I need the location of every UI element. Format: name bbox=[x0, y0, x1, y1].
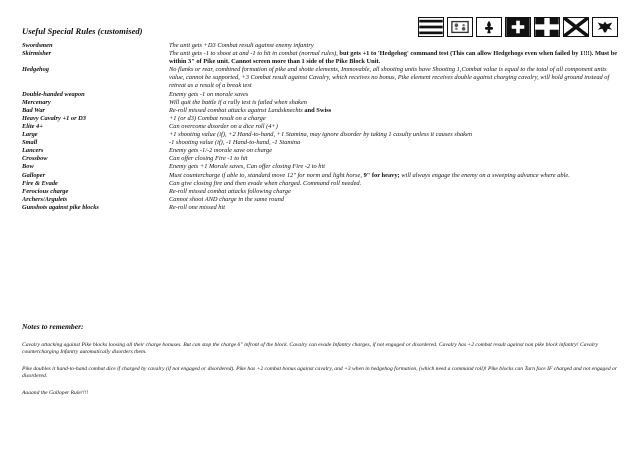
rule-name: Mercenary bbox=[22, 98, 51, 106]
eagle-banner-icon bbox=[592, 17, 618, 37]
rule-row bbox=[22, 147, 622, 155]
note-paragraph: Pike doubles it hand-to-hand combat dice if charged by cavalry (if not engaged or disordered). Pike has +2 combat bonus against cavalry, and +3 when in hedgehog formation, (which need a command roll)! Pike blocks can Turn face IF charged and not engaged or disordered. bbox=[22, 365, 617, 380]
rule-name: Ferocious charge bbox=[22, 187, 69, 195]
rule-description: The unit gets +D3 Combat result against enemy infantry bbox=[169, 42, 314, 49]
rule-name: Fire & Evade bbox=[22, 179, 58, 187]
cross-banner-icon bbox=[505, 17, 531, 37]
rule-row bbox=[22, 172, 622, 180]
rule-description: Will quit the battle if a rally test is failed when shaken bbox=[169, 98, 307, 106]
rule-description: No flanks or rear, combined formation of pike and shotte elements, Immovable, all shooting units have Shooting 1,Combat value is equal to the total of all component units value, cannot be supported, +3 Combat result against Cavalry, which receives no bonus, Pike element receives double against charging cavalry, will hold ground instead of retreat as a result of a break test bbox=[169, 66, 610, 90]
rule-name: Large bbox=[22, 131, 38, 139]
rule-description: Can offer closing Fire -1 to hit bbox=[169, 155, 248, 163]
rule-description: Enemy gets +1 Morale saves, Can offer closing Fire -2 to hit bbox=[169, 163, 326, 171]
rule-name: Hedgehog bbox=[22, 66, 49, 74]
patterned-banner-icon bbox=[447, 17, 473, 37]
rule-name: Skirmisher bbox=[22, 50, 52, 58]
rule-description: Re-roll one missed hit bbox=[169, 203, 226, 211]
rule-name: Galloper bbox=[22, 171, 46, 179]
striped-banner-icon bbox=[418, 17, 444, 37]
faction-flags bbox=[418, 17, 618, 37]
rule-description: The unit gets -1 to shoot at and -1 to hit in combat (normal rules), but gets +1 to 'Hedgehog' command test (This can allow Hedgehogs even when failed by 1!!!). Must be within 3" of Pike unit. Cannot screen more than 1 side of the Pike Block Unit. bbox=[169, 50, 618, 66]
rule-name: Small bbox=[22, 139, 38, 147]
rule-description: Can overcome disorder on a dice roll (4+) bbox=[169, 122, 278, 130]
rule-description: Must countercharge if able to, standard move 12" for norm and light horse, 9" for heavy; will always engage the enemy on a sweeping advance where able. bbox=[169, 171, 570, 179]
rule-row bbox=[22, 66, 622, 90]
rule-name: Elite 4+ bbox=[22, 122, 43, 130]
rule-row bbox=[22, 139, 622, 147]
rule-description: Enemy gets -1/-2 morale save on charge bbox=[169, 147, 273, 155]
rule-row bbox=[22, 163, 622, 171]
rule-description: Enemy gets -1 on morale saves bbox=[169, 90, 249, 98]
quartered-cross-banner-icon bbox=[534, 17, 560, 37]
rule-row bbox=[22, 180, 622, 188]
note-paragraph: Aaaand the Galloper Rule!!!! bbox=[22, 389, 89, 396]
rule-description: +1 (or d3) Combat result on a charge bbox=[169, 114, 266, 122]
rules-table bbox=[22, 42, 622, 212]
rule-name: Bow bbox=[22, 163, 34, 171]
rule-row bbox=[22, 91, 622, 99]
rule-name: Gunshots against pike blocks bbox=[22, 203, 99, 211]
rule-name: Lancers bbox=[22, 147, 44, 155]
fleur-de-lis-banner-icon bbox=[476, 17, 502, 37]
rule-row bbox=[22, 42, 622, 50]
rule-name: Crossbow bbox=[22, 155, 48, 163]
notes-heading: Notes to remember: bbox=[22, 322, 84, 331]
rule-name: Double-handed weapon bbox=[22, 90, 85, 98]
page-title: Useful Special Rules (customised) bbox=[22, 26, 143, 36]
saltire-banner-icon bbox=[563, 17, 589, 37]
rule-name: Bad War bbox=[22, 106, 46, 114]
rule-row bbox=[22, 123, 622, 131]
rule-description: -1 shooting value (if), -1 Hand-to-hand, -1 Stamina bbox=[169, 139, 301, 147]
rule-row bbox=[22, 155, 622, 163]
rule-description: Re-roll missed combat attacks against Landsknechts and Swiss bbox=[169, 106, 332, 114]
rule-row bbox=[22, 115, 622, 123]
rule-row bbox=[22, 107, 622, 115]
rule-name: Heavy Cavalry +1 or D3 bbox=[22, 114, 86, 122]
rule-row bbox=[22, 50, 622, 66]
rule-description: Re-roll missed combat attacks following charge bbox=[169, 187, 291, 195]
rule-name: Swordsmen bbox=[22, 42, 53, 49]
notes-section bbox=[22, 342, 618, 406]
rule-row bbox=[22, 196, 622, 204]
rule-row bbox=[22, 131, 622, 139]
note-paragraph: Cavalry attacking against Pike blocks loosing all their charge bonuses. But can stop the charge 6" infront of the block. Cavalry can evade Infantry charges, if not engaged or disordered. Cavalry has +2 combat result against non pike block infantry! Cavalry countercharging Infantry automatically disorders them. bbox=[22, 342, 599, 356]
rule-description: Cannot shoot AND charge in the same round bbox=[169, 195, 284, 203]
rule-description: +1 shooting value (if), +2 Hand-to-hand, +1 Stamina, may ignore disorder by taking 1 casulty unless it causes shaken bbox=[169, 131, 473, 139]
rule-row bbox=[22, 99, 622, 107]
rule-row bbox=[22, 204, 622, 212]
rule-row bbox=[22, 188, 622, 196]
rule-description: Can give closing fire and then evade when charged. Command roll needed. bbox=[169, 179, 362, 187]
rule-name: Archers/Argulets bbox=[22, 195, 68, 203]
